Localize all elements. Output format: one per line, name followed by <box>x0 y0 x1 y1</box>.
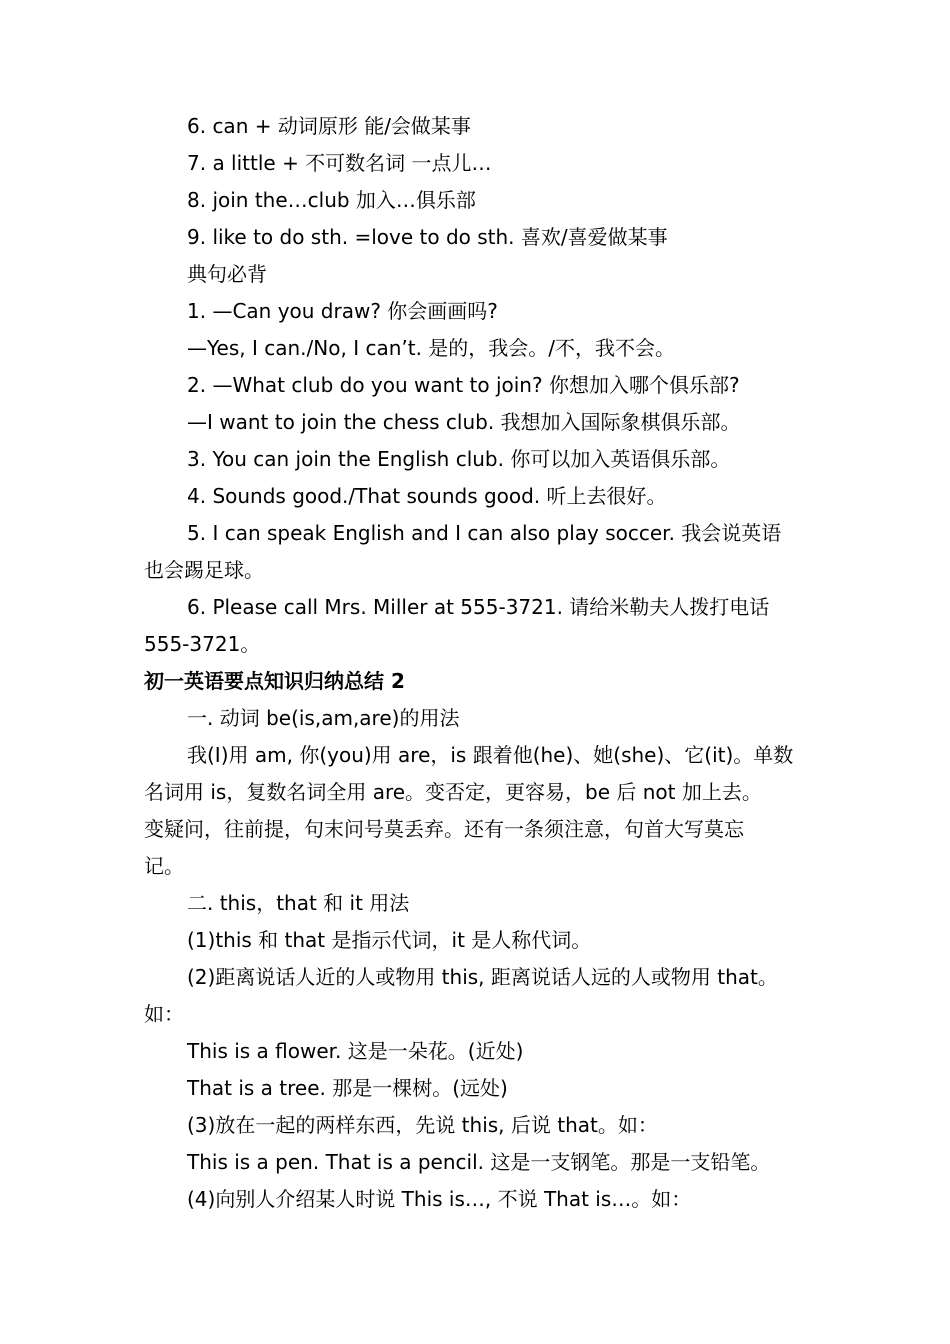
subheading-this-that-it: 二. this，that 和 it 用法 <box>187 891 410 915</box>
section-label-key-sentences: 典句必背 <box>187 262 267 286</box>
phrase-item-8: 8. join the…club 加入…俱乐部 <box>187 188 476 212</box>
sentence-item-3: 3. You can join the English club. 你可以加入英语俱乐部。 <box>187 447 731 471</box>
phrase-item-7: 7. a little + 不可数名词 一点儿… <box>187 151 492 175</box>
sentence-item-2: 2. —What club do you want to join? 你想加入哪个俱乐部? <box>187 373 740 397</box>
rule-item-2-cont: 如： <box>144 1002 184 1026</box>
sentence-item-5: 5. I can speak English and I can also play soccer. 我会说英语 <box>187 521 782 545</box>
rule-item-3: (3)放在一起的两样东西，先说 this, 后说 that。如： <box>187 1113 658 1137</box>
sentence-item-2-answer: —I want to join the chess club. 我想加入国际象棋俱乐部。 <box>187 410 741 434</box>
sentence-item-4: 4. Sounds good./That sounds good. 听上去很好。 <box>187 484 667 508</box>
sentence-item-1: 1. —Can you draw? 你会画画吗? <box>187 299 498 323</box>
document-body <box>144 108 808 1218</box>
rule-item-4: (4)向别人介绍某人时说 This is…, 不说 That is…。如： <box>187 1187 692 1211</box>
sentence-item-6-cont: 555-3721。 <box>144 632 261 656</box>
be-rhyme-line-4: 记。 <box>144 854 184 878</box>
sentence-item-5-cont: 也会踢足球。 <box>144 558 264 582</box>
section-heading-2: 初一英语要点知识归纳总结 2 <box>144 669 405 693</box>
example-pen-pencil: This is a pen. That is a pencil. 这是一支钢笔。那是一支铅笔。 <box>187 1150 771 1174</box>
phrase-item-6: 6. can + 动词原形 能/会做某事 <box>187 114 471 138</box>
sentence-item-1-answer: —Yes, I can./No, I can’t. 是的，我会。/不，我不会。 <box>187 336 676 360</box>
example-near: This is a flower. 这是一朵花。(近处) <box>187 1039 524 1063</box>
be-rhyme-line-1: 我(I)用 am, 你(you)用 are，is 跟着他(he)、她(she)、它(it)。单数 <box>187 743 794 767</box>
be-rhyme-line-2: 名词用 is，复数名词全用 are。变否定，更容易，be 后 not 加上去。 <box>144 780 762 804</box>
example-far: That is a tree. 那是一棵树。(远处) <box>187 1076 508 1100</box>
subheading-be-usage: 一. 动词 be(is,am,are)的用法 <box>187 706 460 730</box>
be-rhyme-line-3: 变疑问，往前提，句末问号莫丢弃。还有一条须注意，句首大写莫忘 <box>144 817 744 841</box>
sentence-item-6: 6. Please call Mrs. Miller at 555-3721. 请给米勒夫人拨打电话 <box>187 595 770 619</box>
rule-item-1: (1)this 和 that 是指示代词，it 是人称代词。 <box>187 928 592 952</box>
rule-item-2: (2)距离说话人近的人或物用 this, 距离说话人远的人或物用 that。 <box>187 965 778 989</box>
phrase-item-9: 9. like to do sth. =love to do sth. 喜欢/喜爱做某事 <box>187 225 668 249</box>
